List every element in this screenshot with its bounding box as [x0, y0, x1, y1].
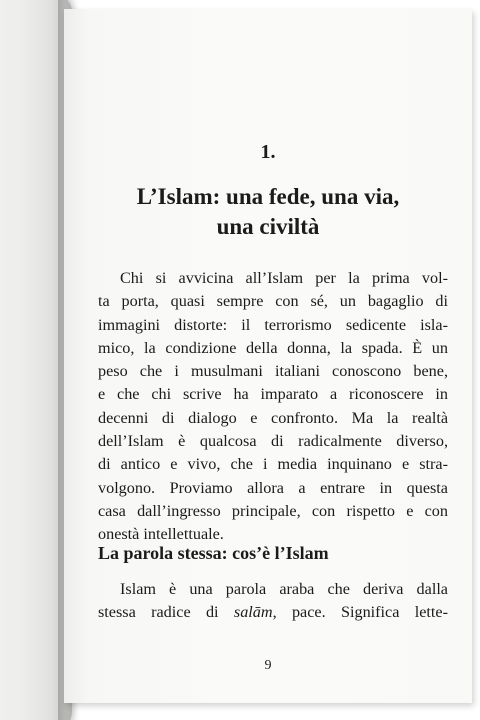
book-page — [64, 9, 472, 703]
section-heading: La parola stessa: cos’è l’Islam — [98, 543, 329, 563]
text-line: immagini distorte: il terrorismo sedicente isla- — [98, 315, 448, 334]
paragraph-1 — [98, 267, 448, 547]
chapter-title-line-2: una civiltà — [216, 214, 320, 239]
text-line: decenni di dialogo e confronto. Ma la realtà — [98, 408, 448, 427]
text-line: Chi si avvicina all’Islam per la prima vol- — [120, 269, 448, 287]
chapter-title — [84, 182, 452, 242]
text-line: casa dall’ingresso principale, con rispetto e con — [98, 501, 448, 520]
text-line: dell’Islam è qualcosa di radicalmente diverso, — [98, 432, 448, 451]
text-line: peso che i musulmani italiani conoscono bene, — [98, 362, 448, 381]
text-line: di antico e vivo, che i media inquinano e stra- — [98, 455, 448, 474]
text-line: Islam è una parola araba che deriva dalla — [120, 580, 448, 598]
text-segment: , pace. Significa lette- — [272, 603, 448, 622]
paragraph-2 — [98, 578, 448, 625]
text-line: e che chi scrive ha imparato a riconoscere in — [98, 385, 448, 404]
chapter-number: 1. — [260, 141, 276, 163]
text-line: ta porta, quasi sempre con sé, un bagaglio di — [98, 292, 448, 311]
chapter-title-line-1: L’Islam: una fede, una via, — [136, 184, 400, 209]
text-line: mico, la condizione della donna, la spada. È un — [98, 338, 448, 357]
text-line: onestà intellettuale. — [98, 525, 224, 544]
page-number: 9 — [264, 658, 272, 673]
italic-term: salām — [233, 603, 273, 622]
text-line: volgono. Proviamo allora a entrare in questa — [98, 478, 448, 497]
text-line-with-italic — [98, 601, 448, 624]
text-segment: stessa radice di — [98, 603, 234, 622]
